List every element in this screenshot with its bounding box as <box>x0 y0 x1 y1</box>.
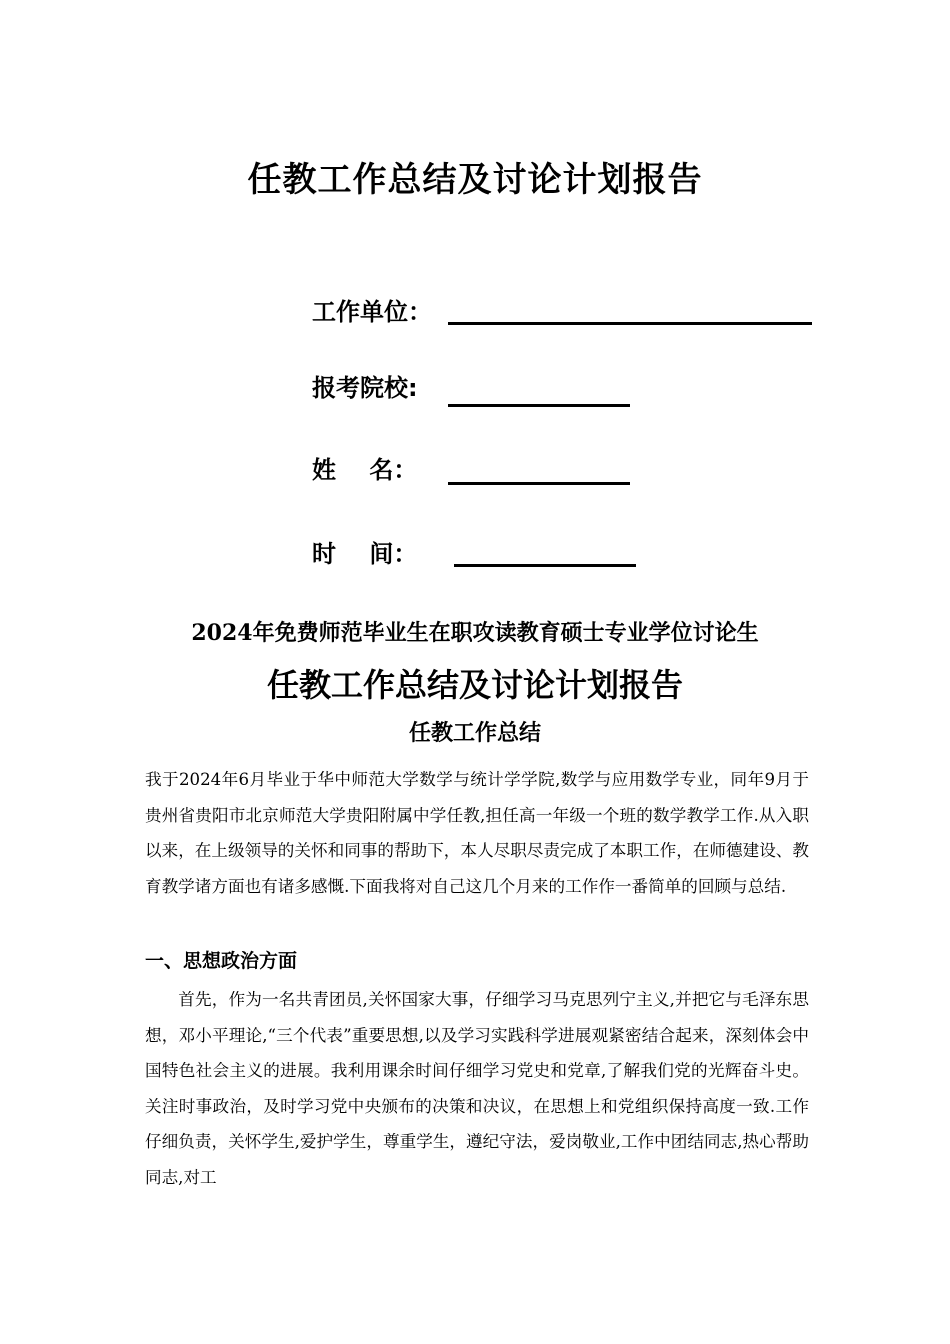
name-label: 姓 名： <box>312 456 418 484</box>
work-unit-blank-line <box>448 322 812 325</box>
political-paragraph: 首先，作为一名共青团员,关怀国家大事，仔细学习马克思列宁主义,并把它与毛泽东思想，邓小平理论,“三个代表”重要思想,以及学习实践科学进展观紧密结合起来，深刻体会中国特色社会主义的进展。我利用课余时间仔细学习党史和党章,了解我们党的光辉奋斗史。关注时事政治，及时学习党中央颁布的决策和决议，在思想上和党组织保持高度一致.工作仔细负责，关怀学生,爱护学生，尊重学生，遵纪守法，爱岗敬业,工作中团结同志,热心帮助同志,对工 <box>145 990 809 1187</box>
section-title: 任教工作总结 <box>408 721 541 746</box>
time-label: 时 间： <box>312 540 418 568</box>
intro-paragraph: 我于2024年6月毕业于华中师范大学数学与统计学学院,数学与应用数学专业，同年9月于贵州省贵阳市北京师范大学贵阳附属中学任教,担任高一年级一个班的数学教学工作.从入职以来，在上级领导的关怀和同事的帮助下，本人尽职尽责完成了本职工作，在师德建设、教育教学诸方面也有诸多感慨.下面我将对自己这几个月来的工作作一番简单的回顾与总结. <box>145 770 809 896</box>
report-title: 任教工作总结及讨论计划报告 <box>266 666 683 704</box>
name-blank-line <box>448 482 630 485</box>
school-blank-line <box>448 404 630 407</box>
work-unit-label: 工作单位： <box>312 298 432 326</box>
school-label: 报考院校: <box>312 374 418 402</box>
time-blank-line <box>454 564 636 567</box>
heading-political: 一、思想政治方面 <box>145 950 298 972</box>
cover-title: 任教工作总结及讨论计划报告 <box>247 160 703 200</box>
report-subtitle: 2024年免费师范毕业生在职攻读教育硕士专业学位讨论生 <box>191 620 759 646</box>
